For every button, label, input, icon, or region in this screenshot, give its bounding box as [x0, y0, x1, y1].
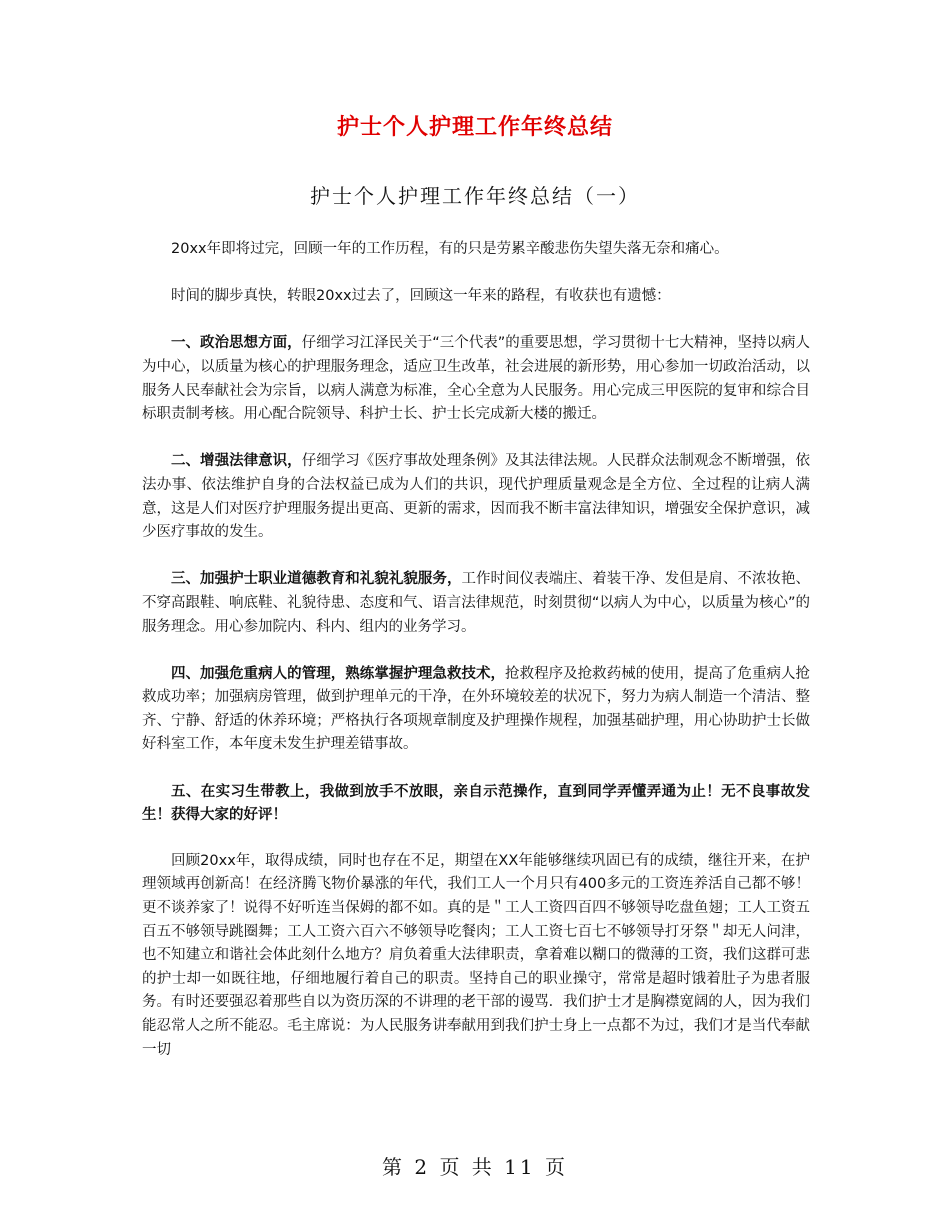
paragraph-heading: 三、加强护士职业道德教育和礼貌礼貌服务， [171, 571, 462, 588]
paragraph-ethics [142, 568, 810, 639]
paragraph-heading: 四、加强危重病人的管理，熟练掌握护理急救技术， [171, 665, 506, 682]
paragraph-review: 时间的脚步真快，转眼20xx过去了，回顾这一年来的路程，有收获也有遗憾： [171, 288, 671, 305]
paragraph-heading: 二、增强法律意识， [171, 453, 302, 470]
paragraph-law [142, 450, 810, 544]
paragraph-text: 仔细学习《医疗事故处理条例》及其法律法规。人民群众法制观念不断增强，依法办事、依法维护自身的合法权益已成为人们的共识，现代护理质量观念是全方位、全过程的让病人满意，这是人们对医疗护理服务提出更高、更新的需求，因而我不断丰富法律知识，增强安全保护意识，减少医疗事故的发生。 [142, 453, 811, 541]
page-footer: 第 2 页 共 11 页 [382, 1155, 568, 1179]
paragraph-heading: 一、政治思想方面， [171, 335, 302, 352]
paragraph-text: 工作时间仪表端庄、着装干净、发但是肩、不浓妆艳、不穿高跟鞋、响底鞋、礼貌待患、态度和气、语言法律规范，时刻贯彻“以病人为中心，以质量为核心”的服务理念。用心参加院内、科内、组内的业务学习。 [142, 571, 811, 635]
paragraph-text: 仔细学习江泽民关于“三个代表”的重要思想，学习贯彻十七大精神，坚持以病人为中心，以质量为核心的护理服务理念，适应卫生改革，社会进展的新形势，用心参加一切政治活动，以服务人民奉献社会为宗旨，以病人满意为标准，全心全意为人民服务。用心完成三甲医院的复审和综合目标职责制考核。用心配合院领导、科护士长、护士长完成新大楼的搬迁。 [142, 335, 811, 423]
paragraph-teaching: 五、在实习生带教上，我做到放手不放眼，亲自示范操作，直到同学弄懂弄通为止！无不良事故发生！获得大家的好评！ [142, 783, 810, 824]
document-title: 护士个人护理工作年终总结 [336, 115, 613, 140]
document-body [142, 238, 810, 1086]
paragraph-critical-care [142, 663, 810, 757]
paragraph-politics [142, 332, 810, 426]
paragraph-reflection: 回顾20xx年，取得成绩，同时也存在不足，期望在XX年能够继续巩固已有的成绩，继往开来，在护理领域再创新高！在经济腾飞物价暴涨的年代，我们工人一个月只有400多元的工资连养活自己都不够！更不谈养家了！说得不好听连当保姆的都不如。真的是＂工人工资四百四不够领导吃盘鱼翅；工人工资五百五不够领导跳圈舞；工人工资六百六不够领导吃餐肉；工人工资七百七不够领导打牙祭＂却无人问津，也不知建立和谐社会体此刻什么地方？肩负着重大法律职责，拿着难以糊口的微薄的工资，我们这群可悲的护士却一如既往地，仔细地履行着自己的职责。坚持自己的职业操守，常常是超时饿着肚子为患者服务。有时还要强忍着那些自以为资历深的不讲理的老干部的谩骂．我们护士才是胸襟宽阔的人，因为我们能忍常人之所不能忍。毛主席说：为人民服务讲奉献用到我们护士身上一点都不为过，我们才是当代奉献一切 [142, 852, 810, 1058]
paragraph-text: 抢救程序及抢救药械的使用，提高了危重病人抢救成功率；加强病房管理，做到护理单元的干净，在外环境较差的状况下，努力为病人制造一个清洁、整齐、宁静、舒适的休养环境；严格执行各项规章制度及护理操作规程，加强基础护理，用心协助护士长做好科室工作，本年度未发生护理差错事故。 [142, 665, 811, 753]
section-subtitle: 护士个人护理工作年终总结（一） [310, 184, 640, 208]
paragraph-intro: 20xx年即将过完，回顾一年的工作历程，有的只是劳累辛酸悲伤失望失落无奈和痛心。 [171, 241, 729, 257]
